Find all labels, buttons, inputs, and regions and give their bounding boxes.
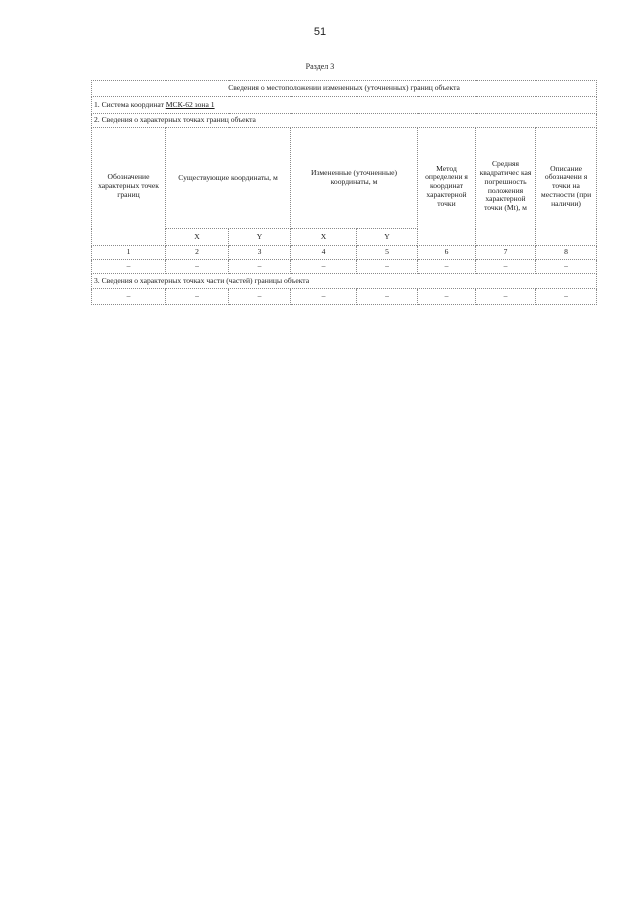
header-description: Описание обозначени я точки на местности (при наличии): [536, 128, 597, 246]
table-cell: –: [476, 260, 536, 274]
boundary-table: [91, 80, 597, 305]
table-cell: –: [536, 260, 597, 274]
header-existing-coords: Существующие координаты, м: [166, 128, 291, 229]
table-cell: –: [536, 289, 597, 305]
coordinate-system-label: 1. Система координат: [94, 99, 166, 109]
header-changed-coords: Измененные (уточненные) координаты, м: [291, 128, 418, 229]
coordinate-system-value: МСК-62 зона 1: [165, 99, 215, 109]
header-method: Метод определени я координат характерной точки: [418, 128, 476, 246]
column-number: 1: [92, 246, 166, 260]
header-changed-y: Y: [357, 229, 418, 246]
table-row: [92, 260, 597, 274]
table-cell: –: [357, 260, 418, 274]
header-point-designation: Обозначение характерных точек границ: [92, 128, 166, 246]
table-caption: Сведения о местоположении измененных (уточненных) границ объекта: [92, 81, 597, 97]
subsection-3-title: 3. Сведения о характерных точках части (частей) границы объекта: [92, 274, 597, 289]
column-number: 2: [166, 246, 229, 260]
coordinate-system-row: [92, 97, 597, 114]
table-cell: –: [166, 289, 229, 305]
subsection-2-title: 2. Сведения о характерных точках границ объекта: [92, 114, 597, 128]
column-number: 3: [229, 246, 291, 260]
column-number: 4: [291, 246, 357, 260]
table-cell: –: [291, 289, 357, 305]
table-cell: –: [418, 289, 476, 305]
table-cell: –: [357, 289, 418, 305]
header-existing-y: Y: [229, 229, 291, 246]
table-cell: –: [229, 260, 291, 274]
page-number: 51: [313, 26, 327, 38]
table-cell: –: [92, 260, 166, 274]
section-title: Раздел 3: [305, 62, 335, 71]
table-cell: –: [92, 289, 166, 305]
column-number: 7: [476, 246, 536, 260]
column-number: 8: [536, 246, 597, 260]
header-changed-x: X: [291, 229, 357, 246]
column-number: 6: [418, 246, 476, 260]
header-accuracy: Средняя квадратичес кая погрешность положения характерной точки (Mt), м: [476, 128, 536, 246]
column-number: 5: [357, 246, 418, 260]
table-cell: –: [229, 289, 291, 305]
table-row: [92, 289, 597, 305]
table-cell: –: [418, 260, 476, 274]
table-cell: –: [476, 289, 536, 305]
table-cell: –: [291, 260, 357, 274]
header-existing-x: X: [166, 229, 229, 246]
table-cell: –: [166, 260, 229, 274]
